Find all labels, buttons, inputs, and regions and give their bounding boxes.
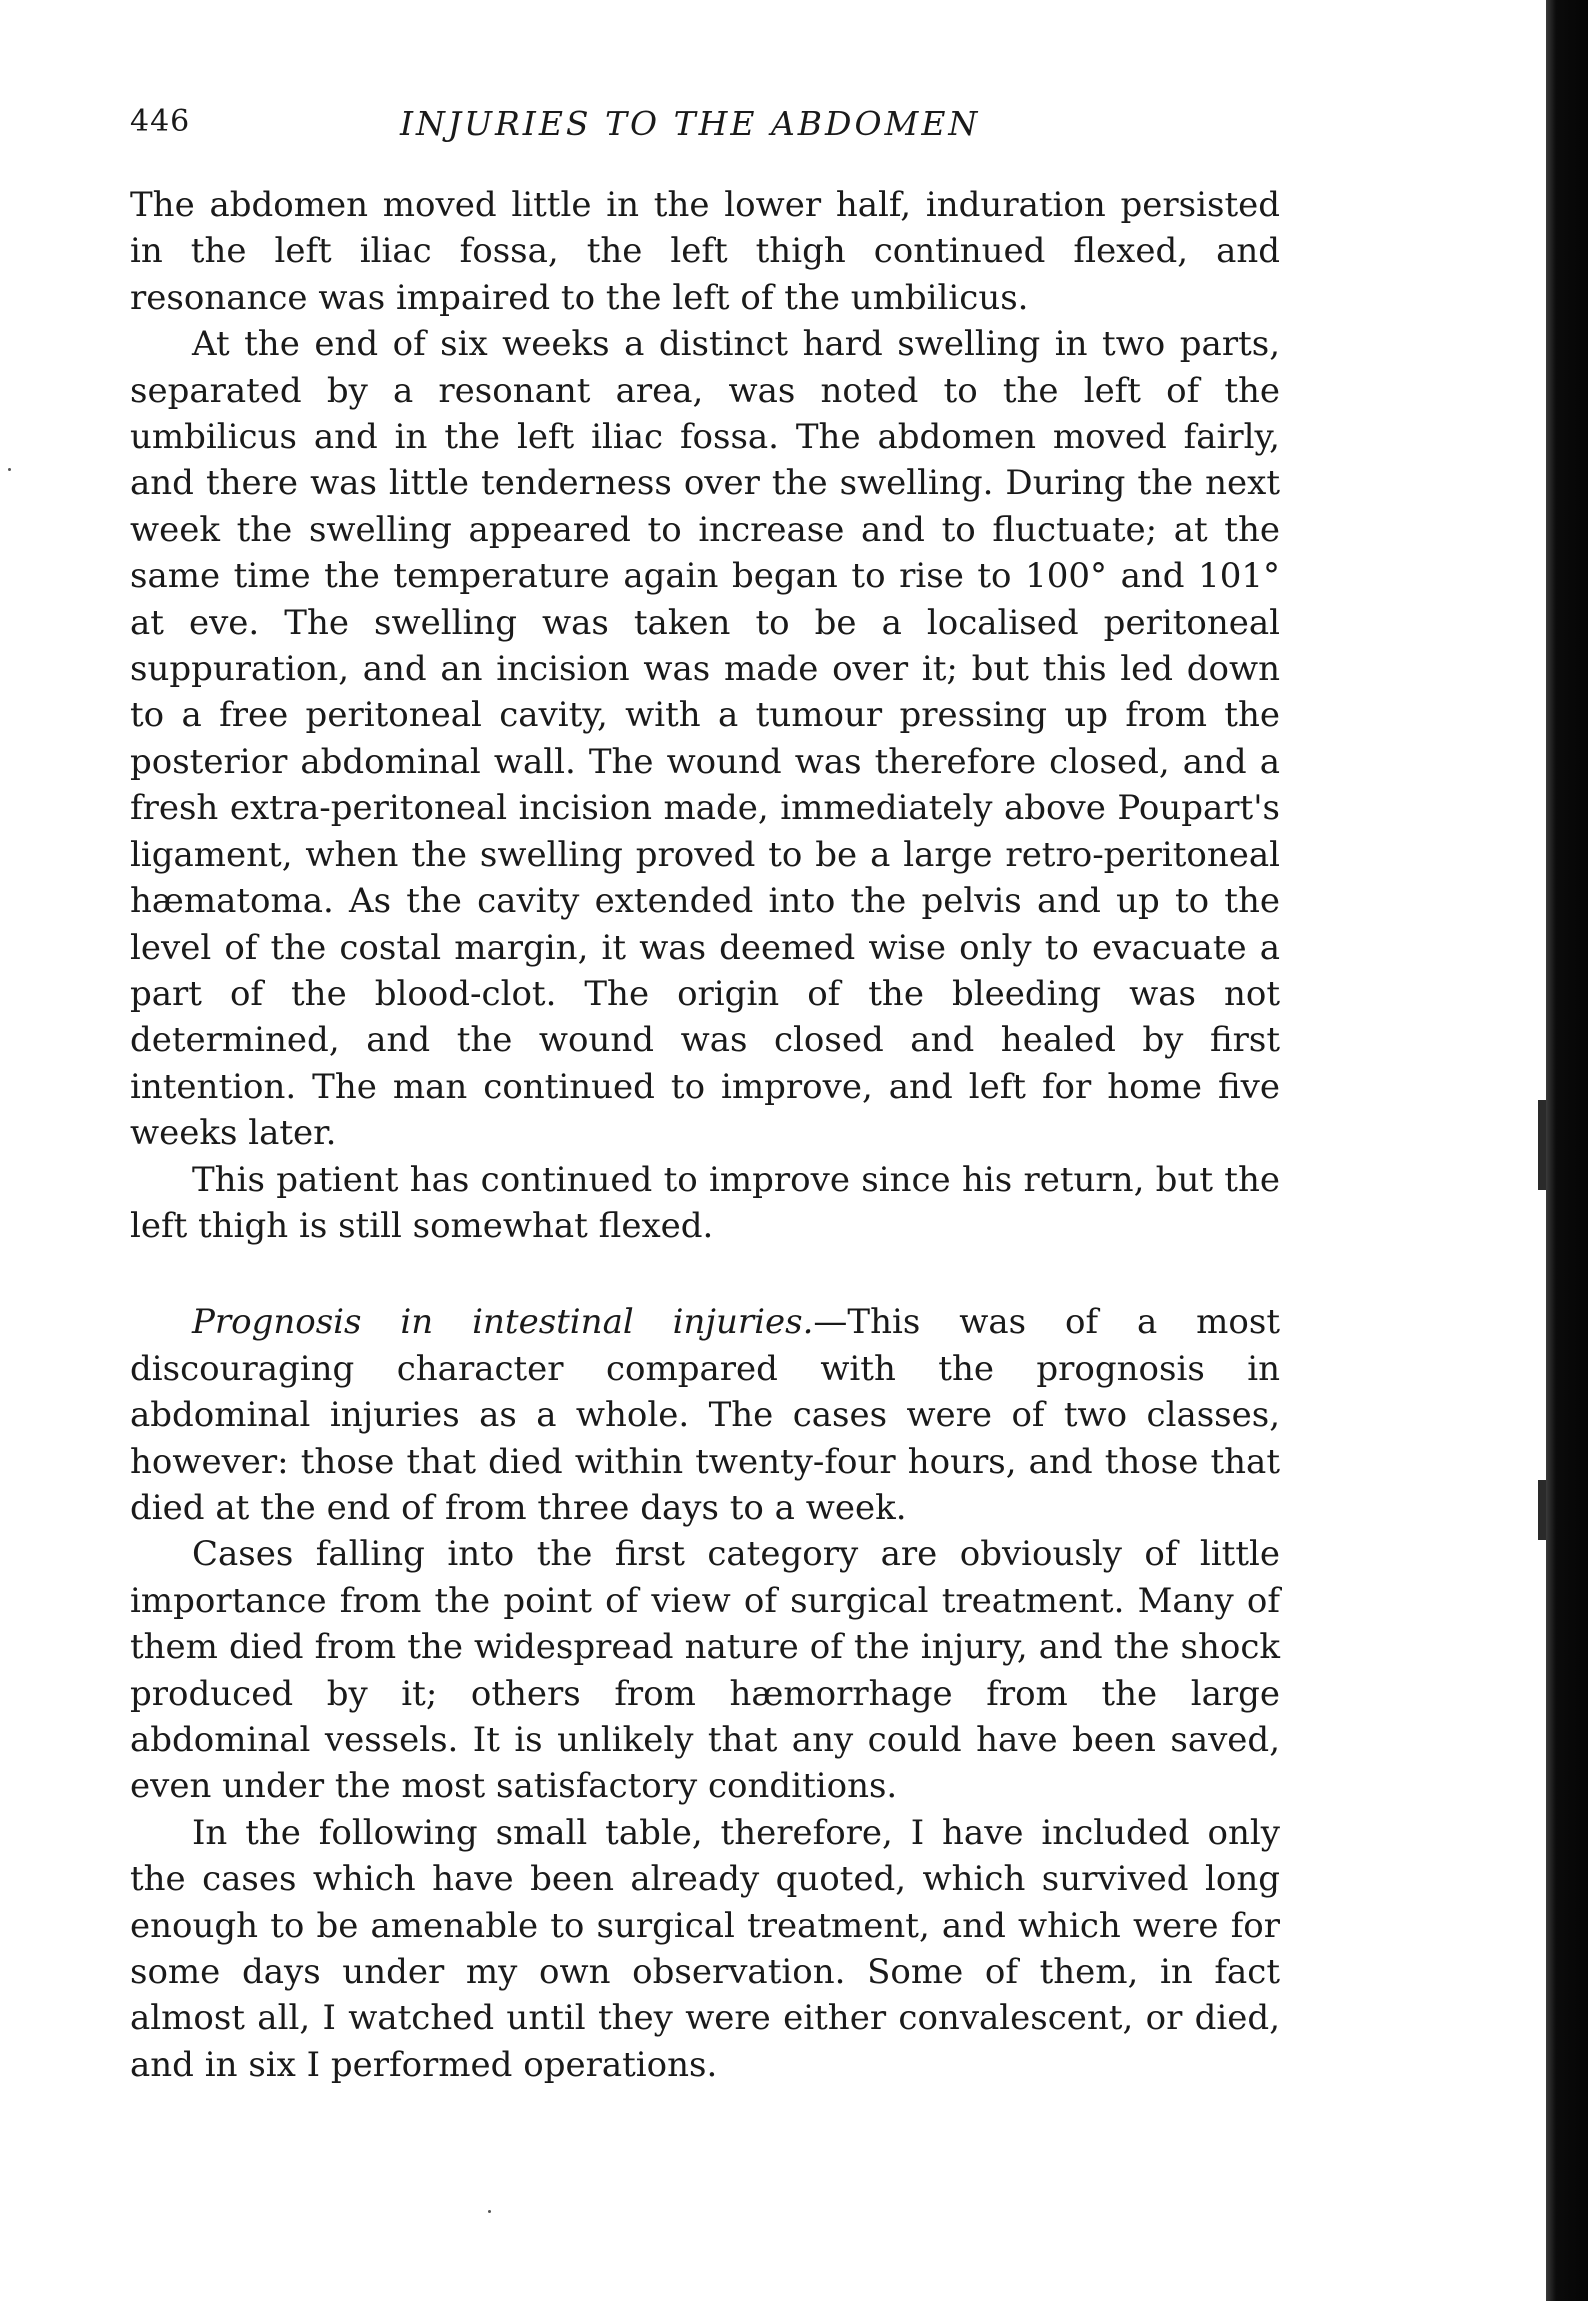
running-head — [130, 104, 1280, 154]
paragraph-prognosis — [130, 1299, 1280, 1531]
paper-speck — [8, 468, 11, 471]
binding-notch — [1538, 1100, 1546, 1190]
running-title: INJURIES TO THE ABDOMEN — [400, 104, 981, 143]
section-lead-in-text: —This was of a most discouraging character compared with the prognosis in abdominal injuries as a whole. The cases were of two classes, however: those that died within twenty-four hours, and those that died at the end of from three days to a week. — [130, 1302, 1280, 1528]
section-gap — [130, 1249, 1280, 1299]
binding-notch — [1538, 1480, 1546, 1540]
body-text — [130, 182, 1280, 2088]
paragraph-table-intro: In the following small table, therefore, I have included only the cases which have been already quoted, which survived long enough to be amenable to surgical treatment, and which were for some days under my own observation. Some of them, in fact almost all, I watched until they were either convalescent, or died, and in six I performed operations. — [130, 1812, 1280, 2085]
paragraph-first-category: Cases falling into the first category are obviously of little importance from the point of view of surgical treatment. Many of them died from the widespread nature of the injury, and the shock produced by it; others from hæmorrhage from the large abdominal vessels. It is unlikely that any could have been saved, even under the most satisfactory conditions. — [130, 1534, 1280, 1807]
page-number: 446 — [130, 104, 191, 139]
paragraph-case-progress: At the end of six weeks a distinct hard swelling in two parts, separated by a resonant area, was noted to the left of the umbilicus and in the left iliac fossa. The abdomen moved fairly, and there was little tenderness over the swelling. During the next week the swelling appeared to increase and to fluctuate; at the same time the temperature again began to rise to 100° and 101° at eve. The swelling was taken to be a localised peritoneal suppuration, and an incision was made over it; but this led down to a free peritoneal cavity, with a tumour pressing up from the posterior abdominal wall. The wound was therefore closed, and a fresh extra-peritoneal incision made, immediately above Poupart's ligament, when the swelling proved to be a large retro-peritoneal hæmatoma. As the cavity extended into the pelvis and up to the level of the costal margin, it was deemed wise only to evacuate a part of the blood-clot. The origin of the bleeding was not determined, and the wound was closed and healed by first intention. The man continued to improve, and left for home five weeks later. — [130, 324, 1280, 1154]
section-lead-in: Prognosis in intestinal injuries. — [192, 1302, 814, 1343]
paragraph-continued: The abdomen moved little in the lower half, induration persisted in the left iliac fossa, the left thigh continued flexed, and resonance was impaired to the left of the umbilicus. — [130, 185, 1280, 318]
paper-speck — [488, 2210, 491, 2213]
paragraph-patient-outcome: This patient has continued to improve since his return, but the left thigh is still somewhat flexed. — [130, 1159, 1280, 1246]
binding-edge — [1546, 0, 1588, 2301]
